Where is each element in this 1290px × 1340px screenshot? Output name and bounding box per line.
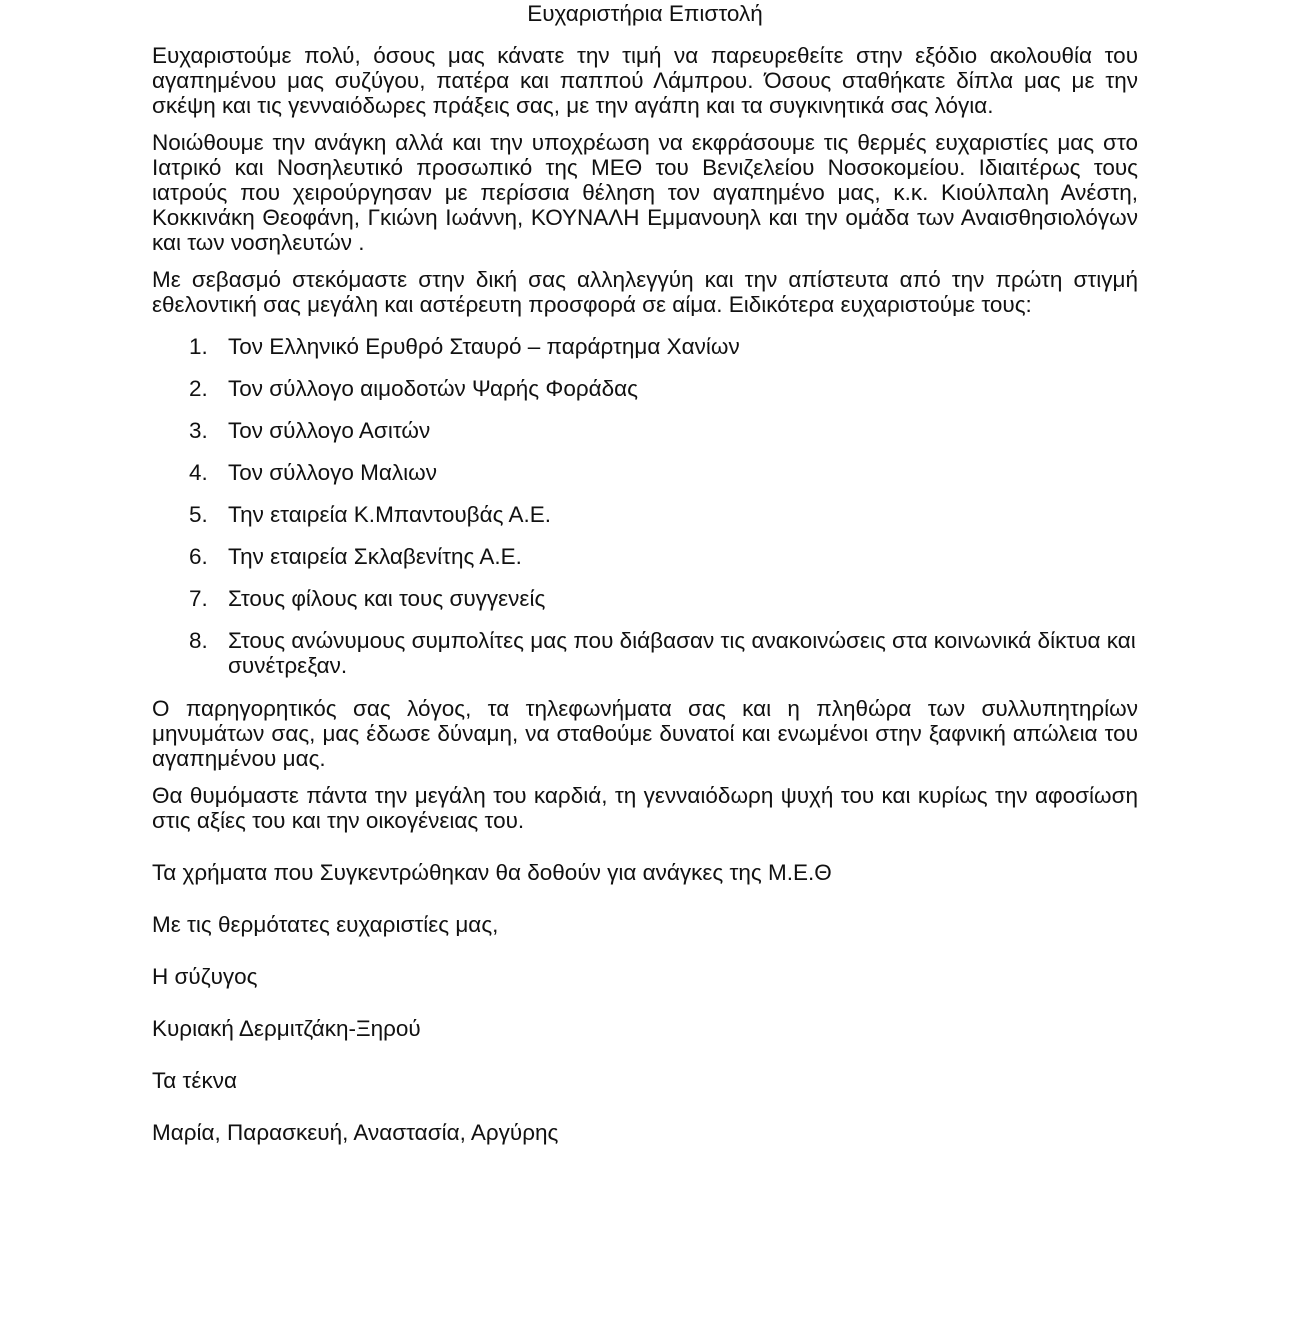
children-label: Τα τέκνα [152,1068,237,1093]
comfort-paragraph: Ο παρηγορητικός σας λόγος, τα τηλεφωνήματα σας και η πληθώρα των συλλυπητηρίων μηνυμάτων σας, μας έδωσε δύναμη, να σταθούμε δυνατοί και ενωμένοι στην ξαφνική απώλεια του αγαπημένου μας. [152,696,1138,771]
list-item [152,502,1138,527]
list-item-number: 8. [189,628,208,653]
list-item [152,628,1138,678]
list-item [152,376,1138,401]
list-item-text: Τον Ελληνικό Ερυθρό Σταυρό – παράρτημα Χανίων [228,334,740,359]
list-item-number: 4. [189,460,208,485]
list-item-number: 7. [189,586,208,611]
thanks-list [152,334,1138,678]
list-item-text: Τον σύλλογο Μαλιων [228,460,437,485]
list-item-text: Την εταιρεία Κ.Μπαντουβάς Α.Ε. [228,502,551,527]
list-item [152,460,1138,485]
memory-paragraph: Θα θυμόμαστε πάντα την μεγάλη του καρδιά, τη γενναιόδωρη ψυχή του και κυρίως την αφοσίωση στις αξίες του και την οικογένειας του. [152,783,1138,833]
list-item-text: Στους ανώνυμους συμπολίτες μας που διάβασαν τις ανακοινώσεις στα κοινωνικά δίκτυα και συνέτρεξαν. [228,628,1136,678]
list-item [152,334,1138,359]
list-item-number: 3. [189,418,208,443]
list-item-number: 6. [189,544,208,569]
medical-staff-paragraph: Νοιώθουμε την ανάγκη αλλά και την υποχρέωση να εκφράσουμε τις θερμές ευχαριστίες μας στο Ιατρικό και Νοσηλευτικό προσωπικό της ΜΕΘ του Βενιζελείου Νοσοκομείου. Ιδιαιτέρως τους ιατρούς που χειρούργησαν με περίσσια θέληση τον αγαπημένο μας, κ.κ. Κιούλπαλη Ανέστη, Κοκκινάκη Θεοφάνη, Γκιώνη Ιωάννη, ΚΟΥΝΑΛΗ Εμμανουηλ και την ομάδα των Αναισθησιολόγων και των νοσηλευτών . [152,130,1138,255]
sign-off: Με τις θερμότατες ευχαριστίες μας, [152,912,499,937]
list-item-number: 2. [189,376,208,401]
letter-title: Ευχαριστήρια Επιστολή [527,1,763,26]
list-item [152,418,1138,443]
spouse-label: Η σύζυγος [152,964,258,989]
list-item-text: Την εταιρεία Σκλαβενίτης Α.Ε. [228,544,522,569]
children-names: Μαρία, Παρασκευή, Αναστασία, Αργύρης [152,1120,559,1145]
list-item-number: 5. [189,502,208,527]
list-item [152,586,1138,611]
donation-note: Τα χρήματα που Συγκεντρώθηκαν θα δοθούν για ανάγκες της Μ.Ε.Θ [152,860,832,885]
intro-paragraph: Ευχαριστούμε πολύ, όσους μας κάνατε την τιμή να παρευρεθείτε στην εξόδιο ακολουθία του αγαπημένου μας συζύγου, πατέρα και παππού Λάμπρου. Όσους σταθήκατε δίπλα μας με την σκέψη και τις γενναιόδωρες πράξεις σας, με την αγάπη και τα συγκινητικά σας λόγια. [152,43,1138,118]
list-item [152,544,1138,569]
list-item-number: 1. [189,334,208,359]
spouse-name: Κυριακή Δερμιτζάκη-Ξηρού [152,1016,421,1041]
list-item-text: Τον σύλλογο αιμοδοτών Ψαρής Φοράδας [228,376,639,401]
blood-donation-paragraph: Με σεβασμό στεκόμαστε στην δική σας αλληλεγγύη και την απίστευτα από την πρώτη στιγμή εθελοντική σας μεγάλη και αστέρευτη προσφορά σε αίμα. Ειδικότερα ευχαριστούμε τους: [152,267,1138,317]
letter-page [152,0,1138,1145]
list-item-text: Τον σύλλογο Ασιτών [228,418,431,443]
list-item-text: Στους φίλους και τους συγγενείς [228,586,546,611]
